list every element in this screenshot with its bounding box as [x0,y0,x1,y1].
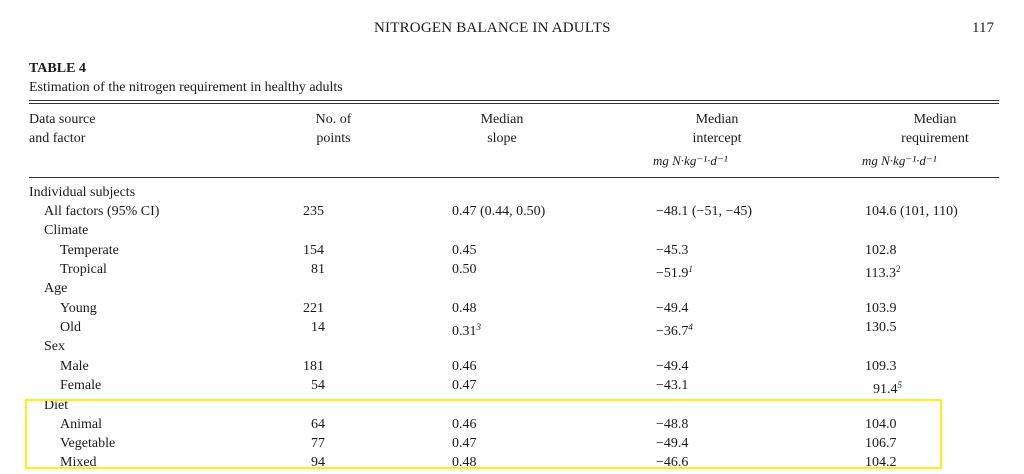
footnote-marker: 4 [688,322,693,332]
slope-cell: 0.48 [452,301,477,316]
table-row [0,221,1024,240]
table-label: TABLE 4 [29,61,86,76]
page-number: 117 [972,20,994,36]
slope-cell: 0.48 [452,455,477,470]
points-cell: 181 [303,359,324,374]
points-cell: 221 [303,301,324,316]
column-header-line: and factor [29,131,86,146]
column-header-factor [29,110,95,148]
factor-cell: Old [60,320,81,335]
slope-cell: 0.46 [452,359,477,374]
intercept-cell: −48.8 [656,417,689,432]
points-cell: 77 [311,436,325,451]
table-top-rule-double [29,103,999,104]
slope-cell: 0.46 [452,417,477,432]
footnote-marker: 1 [688,264,693,274]
table-caption: Estimation of the nitrogen requirement in healthy adults [29,80,343,95]
column-header-line: Median [480,112,524,127]
intercept-cell: −49.4 [656,436,689,451]
points-cell: 81 [311,262,325,277]
slope-cell: 0.50 [452,262,477,277]
requirement-cell: 104.6 (101, 110) [865,204,958,219]
factor-cell: Animal [60,417,102,432]
column-header-line: Median [695,112,739,127]
intercept-cell: −43.1 [656,378,689,393]
column-header-line: points [316,131,351,146]
requirement-value: 91.4 [873,382,898,397]
footnote-marker: 5 [897,380,902,390]
table-row [0,260,1024,279]
table-row [0,376,1024,395]
column-header-intercept [656,110,778,148]
requirement-cell: 106.7 [865,436,897,451]
factor-cell: Sex [44,339,65,354]
factor-cell: Individual subjects [29,185,136,200]
table-row [0,279,1024,298]
table-row [0,299,1024,318]
intercept-cell: −48.1 (−51, −45) [656,204,753,219]
table-row [0,183,1024,202]
footnote-marker: 2 [895,264,901,274]
factor-cell: Age [44,281,68,296]
column-header-line: requirement [901,131,969,146]
intercept-cell: −45.3 [656,243,689,258]
factor-cell: Male [60,359,89,374]
points-cell: 64 [311,417,325,432]
requirement-cell: 109.3 [865,359,897,374]
column-header-points [296,110,371,148]
column-header-line: slope [487,131,517,146]
intercept-cell: −49.4 [656,301,689,316]
column-header-line: No. of [315,112,352,127]
table-row [0,202,1024,221]
points-cell: 94 [311,455,325,470]
factor-cell: Diet [44,398,69,413]
slope-cell: 0.45 [452,243,477,258]
table-row [0,357,1024,376]
slope-value: 0.31 [452,324,477,339]
factor-cell: Young [60,301,97,316]
points-cell: 154 [303,243,324,258]
slope-cell: 0.47 [452,378,477,393]
header-bottom-rule [29,177,999,178]
factor-cell: Mixed [60,455,97,470]
requirement-cell: 130.5 [865,320,897,335]
table-row [0,241,1024,260]
table-top-rule [29,100,999,101]
intercept-value: −51.9 [656,266,689,281]
table-row [0,318,1024,337]
factor-cell: Female [60,378,102,393]
factor-cell: Temperate [60,243,119,258]
requirement-cell: 103.9 [865,301,897,316]
column-header-requirement [872,110,998,148]
units-requirement: mg N·kg⁻¹·d⁻¹ [862,153,937,168]
factor-cell: Tropical [60,262,107,277]
intercept-value: −36.7 [656,324,689,339]
slope-cell: 0.47 [452,436,477,451]
column-header-line: Median [913,112,957,127]
footnote-marker: 3 [476,322,481,332]
factor-cell: All factors (95% CI) [44,204,160,219]
units-intercept: mg N·kg⁻¹·d⁻¹ [653,153,728,168]
requirement-value: 113.3 [865,266,896,281]
column-header-slope [452,110,552,148]
points-cell: 235 [303,204,324,219]
column-header-line: Data source [29,112,96,127]
requirement-cell: 102.8 [865,243,897,258]
table-row [0,337,1024,356]
factor-cell: Vegetable [60,436,116,451]
running-title: NITROGEN BALANCE IN ADULTS [374,20,611,36]
column-header-line: intercept [692,131,742,146]
requirement-cell: 104.0 [865,417,897,432]
points-cell: 54 [311,378,325,393]
diet-highlight-box [25,399,942,469]
slope-cell: 0.47 (0.44, 0.50) [452,204,546,219]
points-cell: 14 [311,320,325,335]
requirement-cell: 104.2 [865,455,897,470]
intercept-cell: −46.6 [656,455,689,470]
intercept-cell: −49.4 [656,359,689,374]
factor-cell: Climate [44,223,89,238]
